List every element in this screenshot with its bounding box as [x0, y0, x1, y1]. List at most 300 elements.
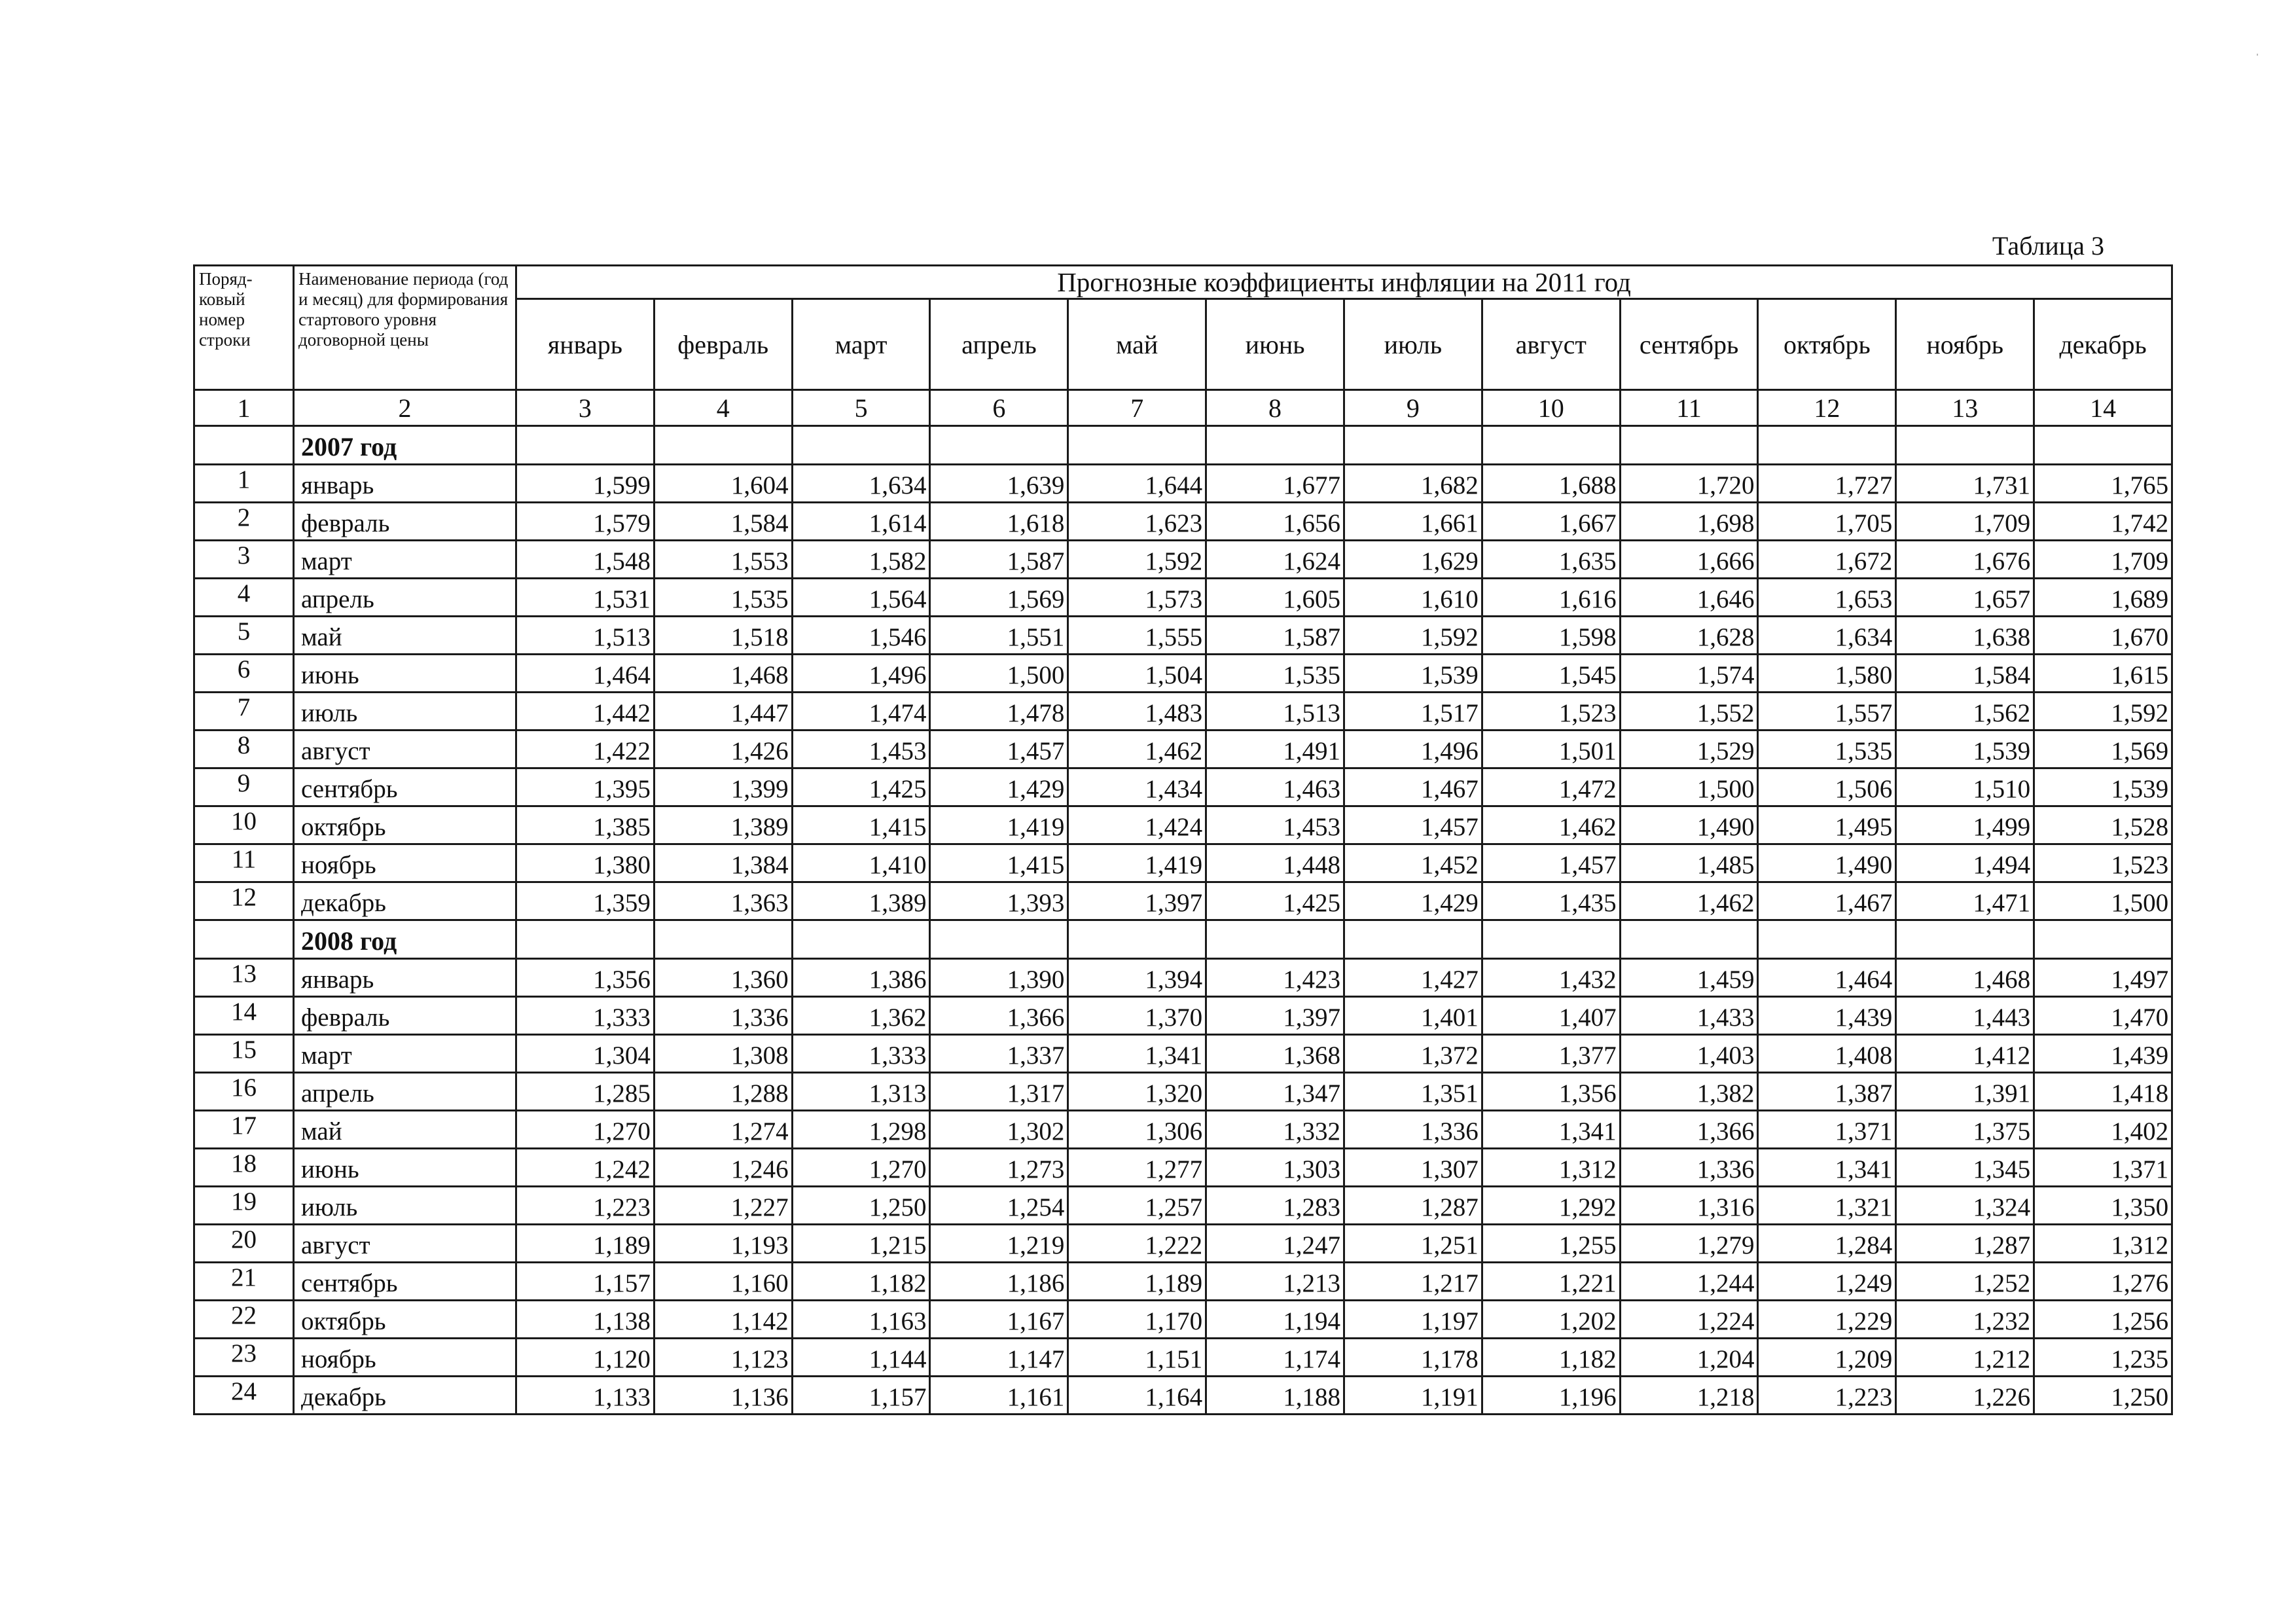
coefficient-cell: 1,605	[1206, 579, 1344, 617]
coefficient-cell: 1,709	[1896, 503, 2034, 541]
coefficient-cell: 1,501	[1482, 731, 1620, 768]
empty-cell	[1206, 426, 1344, 465]
column-number: 10	[1482, 390, 1620, 426]
coefficient-cell: 1,363	[654, 882, 792, 920]
coefficient-cell: 1,623	[1068, 503, 1206, 541]
inflation-table	[193, 264, 2173, 1415]
row-number: 4	[194, 579, 294, 617]
coefficient-cell: 1,462	[1482, 806, 1620, 844]
header-month: октябрь	[1758, 299, 1896, 390]
coefficient-cell: 1,399	[654, 768, 792, 806]
coefficient-cell: 1,638	[1896, 617, 2034, 655]
period-name: октябрь	[294, 1301, 516, 1339]
coefficient-cell: 1,592	[2034, 693, 2172, 731]
coefficient-cell: 1,731	[1896, 465, 2034, 503]
coefficient-cell: 1,434	[1068, 768, 1206, 806]
coefficient-cell: 1,136	[654, 1377, 792, 1415]
table-header	[194, 266, 2172, 426]
coefficient-cell: 1,485	[1620, 844, 1758, 882]
period-name: август	[294, 731, 516, 768]
table-row	[194, 806, 2172, 844]
empty-cell	[1896, 920, 2034, 959]
coefficient-cell: 1,188	[1206, 1377, 1344, 1415]
coefficient-cell: 1,545	[1482, 655, 1620, 693]
coefficient-cell: 1,483	[1068, 693, 1206, 731]
table-row	[194, 693, 2172, 731]
coefficient-cell: 1,347	[1206, 1073, 1344, 1111]
coefficient-cell: 1,415	[792, 806, 930, 844]
coefficient-cell: 1,448	[1206, 844, 1344, 882]
coefficient-cell: 1,375	[1896, 1111, 2034, 1149]
coefficient-cell: 1,193	[654, 1225, 792, 1263]
coefficient-cell: 1,467	[1344, 768, 1482, 806]
coefficient-cell: 1,298	[792, 1111, 930, 1149]
coefficient-cell: 1,408	[1758, 1035, 1896, 1073]
table-row	[194, 844, 2172, 882]
period-name: февраль	[294, 997, 516, 1035]
coefficient-cell: 1,147	[930, 1339, 1068, 1377]
empty-cell	[930, 920, 1068, 959]
coefficient-cell: 1,351	[1344, 1073, 1482, 1111]
coefficient-cell: 1,257	[1068, 1187, 1206, 1225]
coefficient-cell: 1,163	[792, 1301, 930, 1339]
column-number: 2	[294, 390, 516, 426]
header-month: июль	[1344, 299, 1482, 390]
coefficient-cell: 1,372	[1344, 1035, 1482, 1073]
table-row	[194, 959, 2172, 997]
coefficient-cell: 1,499	[1896, 806, 2034, 844]
row-number: 8	[194, 731, 294, 768]
empty-cell	[792, 426, 930, 465]
table-row	[194, 731, 2172, 768]
coefficient-cell: 1,359	[516, 882, 655, 920]
coefficient-cell: 1,356	[1482, 1073, 1620, 1111]
row-number: 22	[194, 1301, 294, 1339]
column-number: 3	[516, 390, 655, 426]
coefficient-cell: 1,161	[930, 1377, 1068, 1415]
coefficient-cell: 1,170	[1068, 1301, 1206, 1339]
coefficient-cell: 1,432	[1482, 959, 1620, 997]
coefficient-cell: 1,270	[516, 1111, 655, 1149]
coefficient-cell: 1,459	[1620, 959, 1758, 997]
coefficient-cell: 1,634	[792, 465, 930, 503]
period-name: октябрь	[294, 806, 516, 844]
coefficient-cell: 1,212	[1896, 1339, 2034, 1377]
coefficient-cell: 1,164	[1068, 1377, 1206, 1415]
coefficient-cell: 1,579	[516, 503, 655, 541]
coefficient-cell: 1,453	[792, 731, 930, 768]
coefficient-cell: 1,382	[1620, 1073, 1758, 1111]
coefficient-cell: 1,247	[1206, 1225, 1344, 1263]
table-row	[194, 465, 2172, 503]
coefficient-cell: 1,452	[1344, 844, 1482, 882]
coefficient-cell: 1,371	[1758, 1111, 1896, 1149]
empty-cell	[654, 920, 792, 959]
coefficient-cell: 1,720	[1620, 465, 1758, 503]
period-name: июль	[294, 1187, 516, 1225]
coefficient-cell: 1,569	[930, 579, 1068, 617]
column-number: 5	[792, 390, 930, 426]
table-row	[194, 617, 2172, 655]
coefficient-cell: 1,433	[1620, 997, 1758, 1035]
empty-cell	[1344, 426, 1482, 465]
period-name: март	[294, 1035, 516, 1073]
empty-cell	[1620, 920, 1758, 959]
coefficient-cell: 1,624	[1206, 541, 1344, 579]
empty-cell	[2034, 920, 2172, 959]
header-month: январь	[516, 299, 655, 390]
coefficient-cell: 1,615	[2034, 655, 2172, 693]
coefficient-cell: 1,546	[792, 617, 930, 655]
coefficient-cell: 1,303	[1206, 1149, 1344, 1187]
coefficient-cell: 1,415	[930, 844, 1068, 882]
table-row	[194, 1225, 2172, 1263]
header-month: май	[1068, 299, 1206, 390]
coefficient-cell: 1,366	[1620, 1111, 1758, 1149]
coefficient-cell: 1,425	[792, 768, 930, 806]
coefficient-cell: 1,657	[1896, 579, 2034, 617]
column-number: 14	[2034, 390, 2172, 426]
coefficient-cell: 1,222	[1068, 1225, 1206, 1263]
row-number: 20	[194, 1225, 294, 1263]
coefficient-cell: 1,123	[654, 1339, 792, 1377]
header-month: декабрь	[2034, 299, 2172, 390]
period-name: сентябрь	[294, 768, 516, 806]
coefficient-cell: 1,646	[1620, 579, 1758, 617]
coefficient-cell: 1,313	[792, 1073, 930, 1111]
coefficient-cell: 1,424	[1068, 806, 1206, 844]
coefficient-cell: 1,356	[516, 959, 655, 997]
row-number: 16	[194, 1073, 294, 1111]
row-number: 18	[194, 1149, 294, 1187]
coefficient-cell: 1,194	[1206, 1301, 1344, 1339]
table-row	[194, 541, 2172, 579]
row-number: 19	[194, 1187, 294, 1225]
coefficient-cell: 1,333	[516, 997, 655, 1035]
coefficient-cell: 1,504	[1068, 655, 1206, 693]
table-row	[194, 655, 2172, 693]
coefficient-cell: 1,656	[1206, 503, 1344, 541]
coefficient-cell: 1,276	[2034, 1263, 2172, 1301]
empty-cell	[194, 426, 294, 465]
coefficient-cell: 1,506	[1758, 768, 1896, 806]
coefficient-cell: 1,439	[1758, 997, 1896, 1035]
coefficient-cell: 1,255	[1482, 1225, 1620, 1263]
coefficient-cell: 1,468	[654, 655, 792, 693]
coefficient-cell: 1,391	[1896, 1073, 2034, 1111]
period-name: январь	[294, 959, 516, 997]
coefficient-cell: 1,604	[654, 465, 792, 503]
coefficient-cell: 1,552	[1620, 693, 1758, 731]
coefficient-cell: 1,360	[654, 959, 792, 997]
coefficient-cell: 1,403	[1620, 1035, 1758, 1073]
coefficient-cell: 1,370	[1068, 997, 1206, 1035]
coefficient-cell: 1,144	[792, 1339, 930, 1377]
column-number: 1	[194, 390, 294, 426]
coefficient-cell: 1,202	[1482, 1301, 1620, 1339]
coefficient-cell: 1,422	[516, 731, 655, 768]
coefficient-cell: 1,377	[1482, 1035, 1620, 1073]
period-name: апрель	[294, 579, 516, 617]
coefficient-cell: 1,598	[1482, 617, 1620, 655]
coefficient-cell: 1,189	[1068, 1263, 1206, 1301]
table-row	[194, 1111, 2172, 1149]
row-number: 13	[194, 959, 294, 997]
period-name: ноябрь	[294, 1339, 516, 1377]
coefficient-cell: 1,471	[1896, 882, 2034, 920]
coefficient-cell: 1,672	[1758, 541, 1896, 579]
coefficient-cell: 1,419	[1068, 844, 1206, 882]
coefficient-cell: 1,582	[792, 541, 930, 579]
coefficient-cell: 1,223	[516, 1187, 655, 1225]
row-number: 9	[194, 768, 294, 806]
coefficient-cell: 1,495	[1758, 806, 1896, 844]
coefficient-cell: 1,252	[1896, 1263, 2034, 1301]
table-row	[194, 1035, 2172, 1073]
coefficient-cell: 1,151	[1068, 1339, 1206, 1377]
coefficient-cell: 1,320	[1068, 1073, 1206, 1111]
coefficient-cell: 1,517	[1344, 693, 1482, 731]
coefficient-cell: 1,287	[1896, 1225, 2034, 1263]
coefficient-cell: 1,341	[1068, 1035, 1206, 1073]
column-number: 13	[1896, 390, 2034, 426]
empty-cell	[1068, 920, 1206, 959]
period-name: июнь	[294, 655, 516, 693]
coefficient-cell: 1,274	[654, 1111, 792, 1149]
coefficient-cell: 1,491	[1206, 731, 1344, 768]
coefficient-cell: 1,496	[792, 655, 930, 693]
coefficient-cell: 1,332	[1206, 1111, 1344, 1149]
coefficient-cell: 1,389	[792, 882, 930, 920]
period-name: ноябрь	[294, 844, 516, 882]
coefficient-cell: 1,312	[1482, 1149, 1620, 1187]
coefficient-cell: 1,666	[1620, 541, 1758, 579]
coefficient-cell: 1,302	[930, 1111, 1068, 1149]
coefficient-cell: 1,425	[1206, 882, 1344, 920]
coefficient-cell: 1,551	[930, 617, 1068, 655]
coefficient-cell: 1,292	[1482, 1187, 1620, 1225]
coefficient-cell: 1,174	[1206, 1339, 1344, 1377]
coefficient-cell: 1,366	[930, 997, 1068, 1035]
coefficient-cell: 1,133	[516, 1377, 655, 1415]
table-row	[194, 768, 2172, 806]
coefficient-cell: 1,453	[1206, 806, 1344, 844]
coefficient-cell: 1,316	[1620, 1187, 1758, 1225]
coefficient-cell: 1,219	[930, 1225, 1068, 1263]
coefficient-cell: 1,497	[2034, 959, 2172, 997]
empty-cell	[792, 920, 930, 959]
coefficient-cell: 1,616	[1482, 579, 1620, 617]
coefficient-cell: 1,490	[1620, 806, 1758, 844]
coefficient-cell: 1,191	[1344, 1377, 1482, 1415]
coefficient-cell: 1,580	[1758, 655, 1896, 693]
period-name: апрель	[294, 1073, 516, 1111]
table-body	[194, 426, 2172, 1415]
coefficient-cell: 1,418	[2034, 1073, 2172, 1111]
coefficient-cell: 1,535	[1206, 655, 1344, 693]
coefficient-cell: 1,535	[1758, 731, 1896, 768]
table-row	[194, 1301, 2172, 1339]
empty-cell	[1758, 920, 1896, 959]
coefficient-cell: 1,254	[930, 1187, 1068, 1225]
header-month: февраль	[654, 299, 792, 390]
coefficient-cell: 1,765	[2034, 465, 2172, 503]
coefficient-cell: 1,333	[792, 1035, 930, 1073]
coefficient-cell: 1,463	[1206, 768, 1344, 806]
coefficient-cell: 1,429	[1344, 882, 1482, 920]
row-number: 10	[194, 806, 294, 844]
row-number: 21	[194, 1263, 294, 1301]
header-month: апрель	[930, 299, 1068, 390]
coefficient-cell: 1,345	[1896, 1149, 2034, 1187]
empty-cell	[1620, 426, 1758, 465]
coefficient-cell: 1,341	[1482, 1111, 1620, 1149]
coefficient-cell: 1,435	[1482, 882, 1620, 920]
coefficient-cell: 1,394	[1068, 959, 1206, 997]
coefficient-cell: 1,407	[1482, 997, 1620, 1035]
coefficient-cell: 1,189	[516, 1225, 655, 1263]
header-row-number: Поряд-ковый номер строки	[194, 266, 294, 390]
empty-cell	[1482, 920, 1620, 959]
coefficient-cell: 1,157	[792, 1377, 930, 1415]
coefficient-cell: 1,457	[1482, 844, 1620, 882]
row-number: 1	[194, 465, 294, 503]
coefficient-cell: 1,682	[1344, 465, 1482, 503]
coefficient-cell: 1,384	[654, 844, 792, 882]
empty-cell	[2034, 426, 2172, 465]
column-number: 8	[1206, 390, 1344, 426]
coefficient-cell: 1,371	[2034, 1149, 2172, 1187]
coefficient-cell: 1,401	[1344, 997, 1482, 1035]
coefficient-cell: 1,186	[930, 1263, 1068, 1301]
coefficient-cell: 1,667	[1482, 503, 1620, 541]
coefficient-cell: 1,529	[1620, 731, 1758, 768]
table-row	[194, 1073, 2172, 1111]
coefficient-cell: 1,661	[1344, 503, 1482, 541]
coefficient-cell: 1,709	[2034, 541, 2172, 579]
column-number: 11	[1620, 390, 1758, 426]
period-name: декабрь	[294, 1377, 516, 1415]
coefficient-cell: 1,337	[930, 1035, 1068, 1073]
period-name: сентябрь	[294, 1263, 516, 1301]
coefficient-cell: 1,562	[1896, 693, 2034, 731]
coefficient-cell: 1,528	[2034, 806, 2172, 844]
header-month: ноябрь	[1896, 299, 2034, 390]
coefficient-cell: 1,270	[792, 1149, 930, 1187]
header-month: август	[1482, 299, 1620, 390]
period-name: март	[294, 541, 516, 579]
coefficient-cell: 1,279	[1620, 1225, 1758, 1263]
coefficient-cell: 1,518	[654, 617, 792, 655]
coefficient-cell: 1,634	[1758, 617, 1896, 655]
empty-cell	[1068, 426, 1206, 465]
coefficient-cell: 1,221	[1482, 1263, 1620, 1301]
coefficient-cell: 1,628	[1620, 617, 1758, 655]
coefficient-cell: 1,618	[930, 503, 1068, 541]
coefficient-cell: 1,426	[654, 731, 792, 768]
coefficient-cell: 1,629	[1344, 541, 1482, 579]
coefficient-cell: 1,204	[1620, 1339, 1758, 1377]
coefficient-cell: 1,742	[2034, 503, 2172, 541]
coefficient-cell: 1,464	[1758, 959, 1896, 997]
coefficient-cell: 1,167	[930, 1301, 1068, 1339]
row-number: 17	[194, 1111, 294, 1149]
coefficient-cell: 1,478	[930, 693, 1068, 731]
coefficient-cell: 1,569	[2034, 731, 2172, 768]
coefficient-cell: 1,635	[1482, 541, 1620, 579]
coefficient-cell: 1,676	[1896, 541, 2034, 579]
coefficient-cell: 1,249	[1758, 1263, 1896, 1301]
coefficient-cell: 1,427	[1344, 959, 1482, 997]
coefficient-cell: 1,287	[1344, 1187, 1482, 1225]
row-number: 2	[194, 503, 294, 541]
column-numbers-row	[194, 390, 2172, 426]
coefficient-cell: 1,557	[1758, 693, 1896, 731]
coefficient-cell: 1,614	[792, 503, 930, 541]
coefficient-cell: 1,402	[2034, 1111, 2172, 1149]
coefficient-cell: 1,467	[1758, 882, 1896, 920]
coefficient-cell: 1,470	[2034, 997, 2172, 1035]
coefficient-cell: 1,336	[1620, 1149, 1758, 1187]
coefficient-cell: 1,251	[1344, 1225, 1482, 1263]
coefficient-cell: 1,389	[654, 806, 792, 844]
coefficient-cell: 1,472	[1482, 768, 1620, 806]
coefficient-cell: 1,213	[1206, 1263, 1344, 1301]
coefficient-cell: 1,387	[1758, 1073, 1896, 1111]
coefficient-cell: 1,397	[1068, 882, 1206, 920]
coefficient-cell: 1,362	[792, 997, 930, 1035]
period-name: май	[294, 617, 516, 655]
table-row	[194, 1263, 2172, 1301]
coefficient-cell: 1,227	[654, 1187, 792, 1225]
empty-cell	[930, 426, 1068, 465]
header-month: март	[792, 299, 930, 390]
coefficient-cell: 1,250	[2034, 1377, 2172, 1415]
row-number: 24	[194, 1377, 294, 1415]
coefficient-cell: 1,457	[930, 731, 1068, 768]
coefficient-cell: 1,698	[1620, 503, 1758, 541]
coefficient-cell: 1,689	[2034, 579, 2172, 617]
coefficient-cell: 1,443	[1896, 997, 2034, 1035]
coefficient-cell: 1,539	[1344, 655, 1482, 693]
coefficient-cell: 1,256	[2034, 1301, 2172, 1339]
coefficient-cell: 1,306	[1068, 1111, 1206, 1149]
coefficient-cell: 1,197	[1344, 1301, 1482, 1339]
empty-cell	[1206, 920, 1344, 959]
coefficient-cell: 1,513	[516, 617, 655, 655]
coefficient-cell: 1,610	[1344, 579, 1482, 617]
year-group-row	[194, 426, 2172, 465]
table-row	[194, 1377, 2172, 1415]
coefficient-cell: 1,324	[1896, 1187, 2034, 1225]
coefficient-cell: 1,182	[1482, 1339, 1620, 1377]
table-caption: Таблица 3	[1992, 231, 2104, 261]
coefficient-cell: 1,285	[516, 1073, 655, 1111]
header-period-name: Наименование периода (год и месяц) для формирования стартового уровня договорной цены	[294, 266, 516, 390]
coefficient-cell: 1,587	[1206, 617, 1344, 655]
year-group-row	[194, 920, 2172, 959]
header-month: июнь	[1206, 299, 1344, 390]
coefficient-cell: 1,229	[1758, 1301, 1896, 1339]
coefficient-cell: 1,336	[654, 997, 792, 1035]
coefficient-cell: 1,395	[516, 768, 655, 806]
coefficient-cell: 1,429	[930, 768, 1068, 806]
coefficient-cell: 1,587	[930, 541, 1068, 579]
row-number: 15	[194, 1035, 294, 1073]
column-number: 9	[1344, 390, 1482, 426]
column-number: 6	[930, 390, 1068, 426]
coefficient-cell: 1,494	[1896, 844, 2034, 882]
